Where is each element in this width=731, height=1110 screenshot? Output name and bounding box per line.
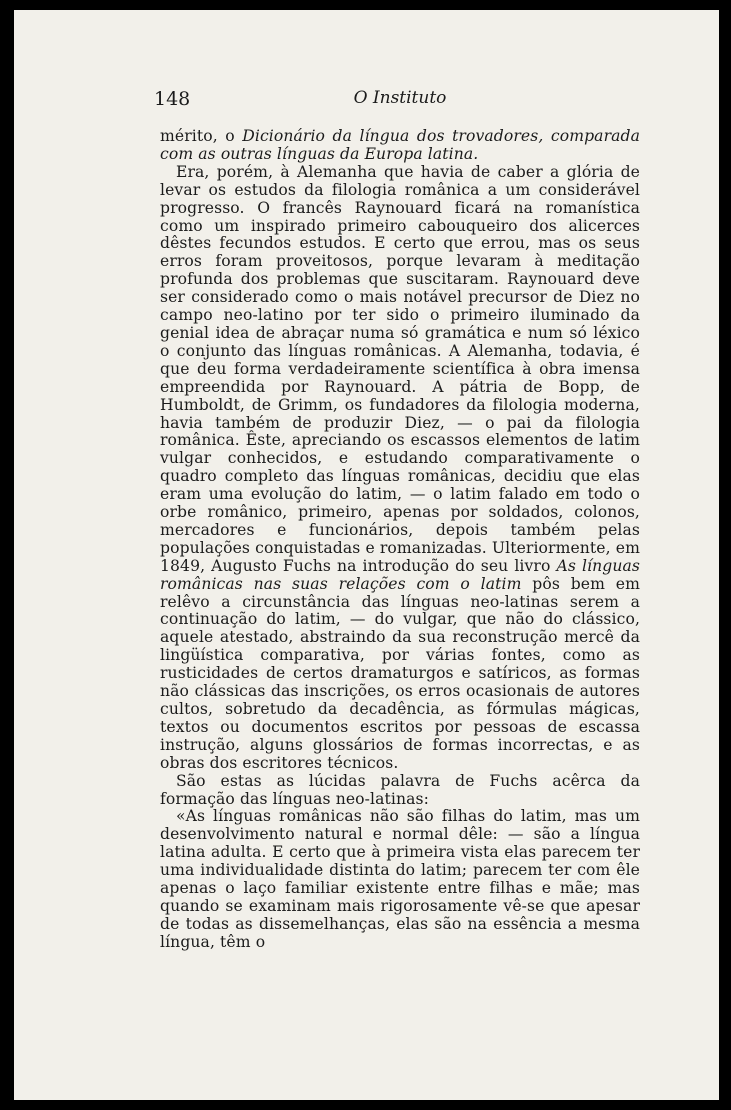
- paragraph-text: São estas as lúcidas palavra de Fuchs acêrca da formação das línguas neo-latinas:: [160, 771, 640, 808]
- book-title: Dicionário da língua dos trovadores, comparada com as outras línguas da Europa latina.: [160, 127, 641, 163]
- quotation-paragraph: [160, 808, 640, 951]
- paragraph-text: mérito, o: [160, 127, 243, 145]
- page-content: [154, 80, 641, 952]
- book-title: As línguas românicas nas suas relações com o latim: [160, 556, 640, 593]
- body-text: [160, 128, 640, 952]
- paragraph: [160, 128, 640, 164]
- running-head: [154, 80, 640, 114]
- paragraph-text: «As línguas românicas não são filhas do latim, mas um desenvolvimento natural e normal dêle: — são a língua latina adulta. E certo que à primeira vista elas parecem ter uma individualidade distinta do latim; parecem ter com êle apenas o laço familiar existente entre filhas e mãe; mas quando se examinam mais rigorosamente vê-se que apesar de todas as dissemelhanças, elas são na essência a mesma língua, têm o: [160, 807, 640, 951]
- paragraph-text: pôs bem em relêvo a circunstância das línguas neo-latinas serem a continuação do latim, — do vulgar, que não do clássico, aquele atestado, abstraindo da sua reconstrução mercê da lingüística comparativa, por várias fontes, como as rusticidades de certos dramaturgos e satíricos, as formas não clássicas das inscrições, os erros ocasionais de autores cultos, sobretudo da decadência, as fórmulas mágicas, textos ou documentos escritos por pessoas de escassa instrução, alguns glossários de formas incorrectas, e as obras dos escritores técnicos.: [160, 574, 640, 772]
- book-page: [14, 10, 719, 1100]
- paragraph: [160, 164, 640, 773]
- paragraph: [160, 773, 640, 809]
- paragraph-text: Era, porém, à Alemanha que havia de caber a glória de levar os estudos da filologia românica a um considerável progresso. O francês Raynouard ficará na romanística como um inspirado primeiro cabouqueiro dos alicerces dêstes fecundos estudos. E certo que errou, mas os seus erros foram proveitosos, porque levaram à meditação profunda dos problemas que suscitaram. Raynouard deve ser considerado como o mais notável precursor de Diez no campo neo-latino por ter sido o primeiro iluminado da genial idea de abraçar numa só gramática e num só léxico o conjunto das línguas românicas. A Alemanha, todavia, é que deu forma verdadeiramente scientífica à obra imensa empreendida por Raynouard. A pátria de Bopp, de Humboldt, de Grimm, os fundadores da filologia moderna, havia também de produzir Diez, — o pai da filologia românica. Êste, apreciando os escassos elementos de latim vulgar conhecidos, e estudando comparativamente o quadro completo das línguas românicas, decidiu que elas eram uma evolução do latim, — o latim falado em todo o orbe românico, primeiro, apenas por soldados, colonos, mercadores e funcionários, depois também pelas populações conquistadas e romanizadas. Ulteriormente, em 1849, Augusto Fuchs na introdução do seu livro: [160, 162, 640, 575]
- running-title: O Instituto: [353, 88, 447, 108]
- page-number: 148: [154, 88, 191, 110]
